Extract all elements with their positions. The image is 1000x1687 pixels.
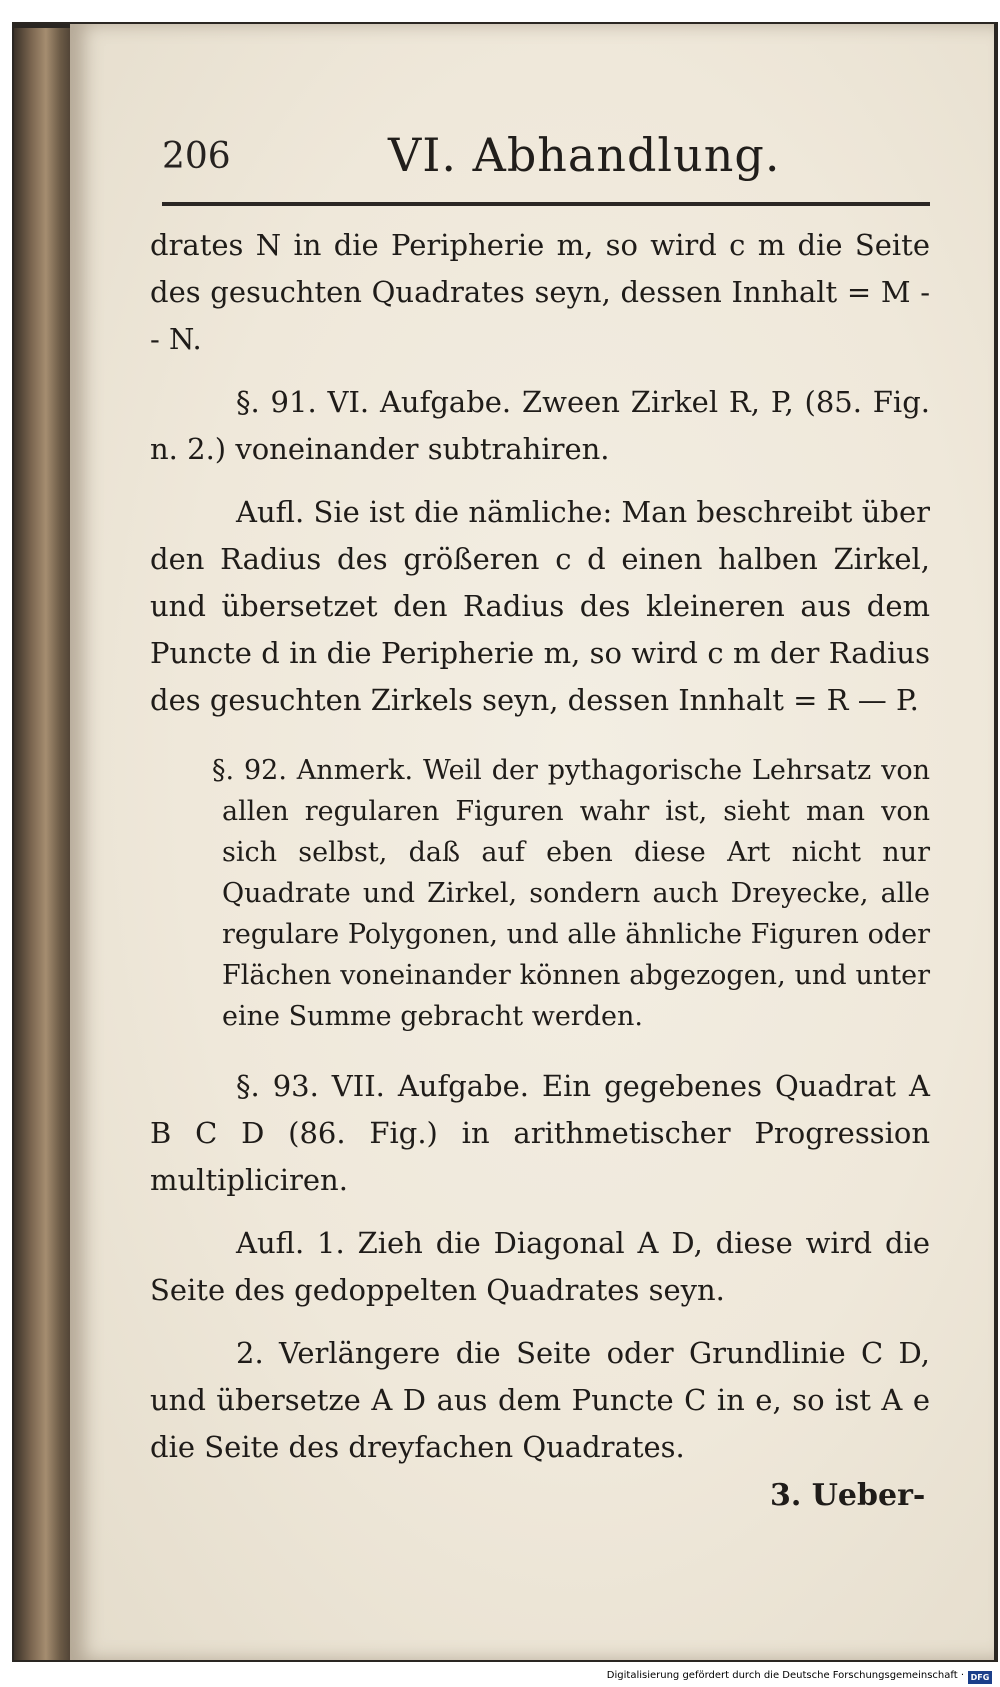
book-spine bbox=[14, 28, 72, 1660]
running-head bbox=[162, 128, 932, 192]
paragraph-remark-92: §. 92. Anmerk. Weil der pythagorische Lehrsatz von allen regularen Figuren wahr ist, sieht man von sich selbst, daß auf eben diese Art nicht nur Quadrate und Zirkel, sondern auch Dreyecke, alle regulare Polygonen, und alle ähnliche Figuren oder Flächen voneinander können abgezogen, und unter eine Summe gebracht werden. bbox=[212, 755, 930, 1032]
footer-credit: Digitalisierung gefördert durch die Deutsche Forschungsgemeinschaft · bbox=[606, 1670, 964, 1681]
body-text bbox=[150, 222, 930, 1487]
catchword: 3. Ueber- bbox=[770, 1478, 926, 1513]
paragraph-solution-93-step-1: Aufl. 1. Zieh die Diagonal A D, diese wird die Seite des gedoppelten Quadrates seyn. bbox=[150, 1226, 930, 1307]
dfg-logo: DFG bbox=[968, 1671, 992, 1684]
paragraph-solution-91: Aufl. Sie ist die nämliche: Man beschreibt über den Radius des größeren c d einen halben Zirkel, und übersetzet den Radius des kleineren aus dem Puncte d in die Peripherie m, so wird c m der Radius des gesuchten Zirkels seyn, dessen Innhalt = R — P. bbox=[150, 495, 930, 717]
paragraph-solution-93-step-2: 2. Verlängere die Seite oder Grundlinie C D, und übersetze A D aus dem Puncte C in e, so ist A e die Seite des dreyfachen Quadrates. bbox=[150, 1336, 930, 1464]
page-number: 206 bbox=[162, 136, 231, 177]
paragraph-continuation: drates N in die Peripherie m, so wird c m die Seite des gesuchten Quadrates seyn, dessen Innhalt = M -- N. bbox=[150, 228, 930, 356]
header-rule bbox=[162, 202, 930, 206]
chapter-title: VI. Abhandlung. bbox=[388, 128, 781, 182]
paragraph-problem-91: §. 91. VI. Aufgabe. Zween Zirkel R, P, (85. Fig. n. 2.) voneinander subtrahiren. bbox=[150, 385, 930, 466]
paragraph-problem-93: §. 93. VII. Aufgabe. Ein gegebenes Quadrat A B C D (86. Fig.) in arithmetischer Progression multipliciren. bbox=[150, 1069, 930, 1197]
